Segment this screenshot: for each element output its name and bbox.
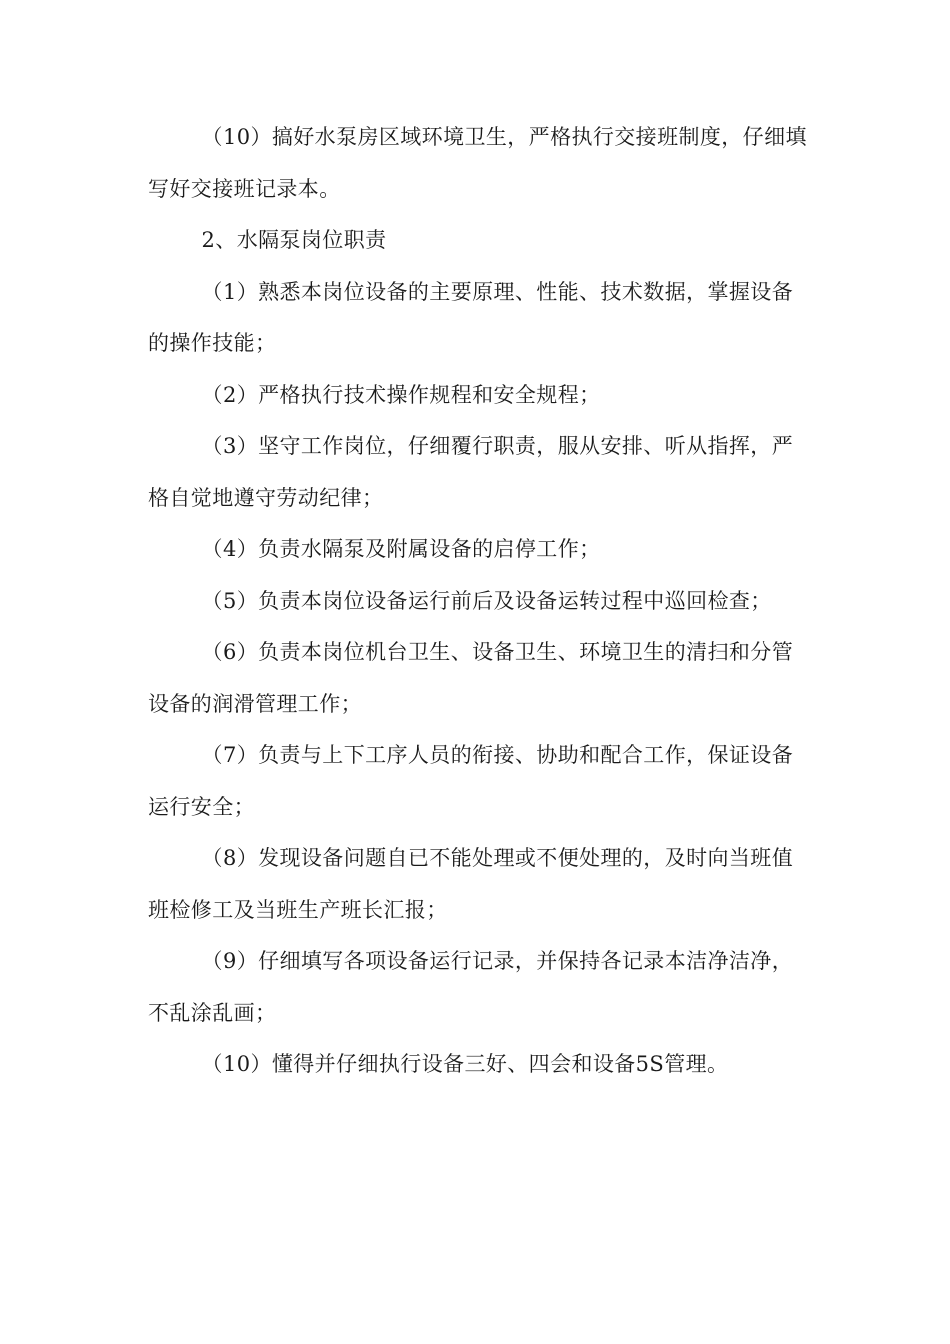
- duty-item-7: （7）负责与上下工序人员的衔接、协助和配合工作，保证设备运行安全；: [148, 743, 794, 819]
- section-heading-water-isolation-pump: 2、水隔泵岗位职责: [201, 228, 387, 252]
- document-body: [148, 112, 808, 1091]
- duty-item-9: （9）仔细填写各项设备运行记录，并保持各记录本洁净洁净，不乱涂乱画；: [148, 949, 794, 1025]
- duty-item-1: （1）熟悉本岗位设备的主要原理、性能、技术数据，掌握设备的操作技能；: [148, 279, 794, 355]
- duty-item-6: （6）负责本岗位机台卫生、设备卫生、环境卫生的清扫和分管设备的润滑管理工作；: [148, 640, 794, 716]
- duty-item-10: （10）懂得并仔细执行设备三好、四会和设备5S管理。: [201, 1052, 729, 1076]
- duty-item-2: （2）严格执行技术操作规程和安全规程；: [201, 382, 601, 407]
- paragraph-pump-room-hygiene: （10）搞好水泵房区域环境卫生，严格执行交接班制度，仔细填写好交接班记录本。: [148, 125, 807, 201]
- duty-item-3: （3）坚守工作岗位，仔细覆行职责，服从安排、听从指挥，严格自觉地遵守劳动纪律；: [148, 434, 794, 510]
- duty-item-4: （4）负责水隔泵及附属设备的启停工作；: [201, 537, 601, 561]
- duty-item-8: （8）发现设备问题自已不能处理或不便处理的，及时向当班值班检修工及当班生产班长汇报；: [148, 846, 794, 922]
- duty-item-5: （5）负责本岗位设备运行前后及设备运转过程中巡回检查；: [201, 588, 772, 613]
